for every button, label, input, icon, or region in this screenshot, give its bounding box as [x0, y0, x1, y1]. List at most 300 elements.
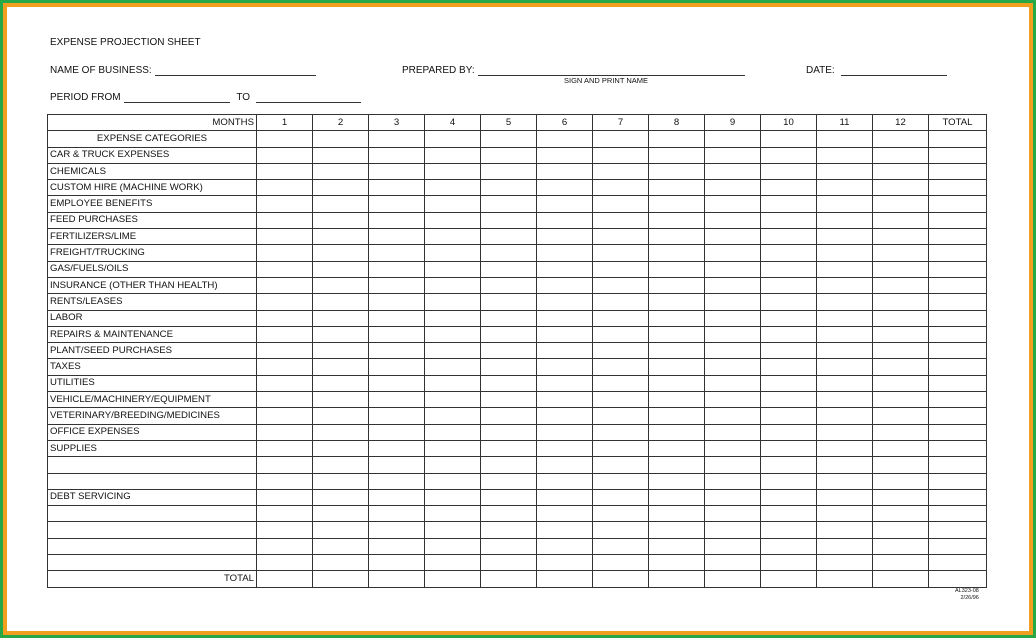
- month-cell[interactable]: [761, 245, 817, 261]
- month-cell[interactable]: [313, 506, 369, 522]
- month-cell[interactable]: [705, 440, 761, 456]
- month-cell[interactable]: [257, 522, 313, 538]
- month-cell[interactable]: [593, 408, 649, 424]
- month-cell[interactable]: [257, 359, 313, 375]
- month-cell[interactable]: [817, 277, 873, 293]
- month-cell[interactable]: [873, 375, 929, 391]
- month-cell[interactable]: [537, 212, 593, 228]
- month-cell[interactable]: [257, 196, 313, 212]
- month-cell[interactable]: [593, 326, 649, 342]
- month-cell[interactable]: [257, 440, 313, 456]
- month-cell[interactable]: [481, 506, 537, 522]
- month-cell[interactable]: [369, 163, 425, 179]
- month-cell[interactable]: [369, 229, 425, 245]
- month-cell[interactable]: [481, 163, 537, 179]
- row-total-cell[interactable]: [929, 375, 987, 391]
- month-cell[interactable]: [817, 326, 873, 342]
- month-cell[interactable]: [369, 359, 425, 375]
- month-cell[interactable]: [649, 147, 705, 163]
- row-total-cell[interactable]: [929, 229, 987, 245]
- month-cell[interactable]: [761, 359, 817, 375]
- month-cell[interactable]: [425, 163, 481, 179]
- month-cell[interactable]: [593, 538, 649, 554]
- month-cell[interactable]: [313, 163, 369, 179]
- month-cell[interactable]: [873, 163, 929, 179]
- row-total-cell[interactable]: [929, 359, 987, 375]
- month-cell[interactable]: [369, 196, 425, 212]
- month-cell[interactable]: [817, 506, 873, 522]
- month-cell[interactable]: [537, 163, 593, 179]
- month-cell[interactable]: [369, 261, 425, 277]
- month-cell[interactable]: [537, 277, 593, 293]
- month-cell[interactable]: [537, 555, 593, 571]
- month-cell[interactable]: [369, 277, 425, 293]
- month-cell[interactable]: [593, 571, 649, 587]
- month-cell[interactable]: [705, 294, 761, 310]
- month-cell[interactable]: [873, 245, 929, 261]
- month-cell[interactable]: [817, 359, 873, 375]
- month-cell[interactable]: [481, 555, 537, 571]
- month-cell[interactable]: [649, 489, 705, 505]
- month-cell[interactable]: [313, 440, 369, 456]
- month-cell[interactable]: [481, 392, 537, 408]
- month-cell[interactable]: [593, 522, 649, 538]
- month-cell[interactable]: [593, 163, 649, 179]
- month-cell[interactable]: [817, 229, 873, 245]
- month-cell[interactable]: [649, 196, 705, 212]
- month-cell[interactable]: [257, 555, 313, 571]
- month-cell[interactable]: [593, 229, 649, 245]
- month-cell[interactable]: [369, 571, 425, 587]
- month-cell[interactable]: [593, 375, 649, 391]
- month-cell[interactable]: [873, 489, 929, 505]
- month-cell[interactable]: [761, 212, 817, 228]
- month-cell[interactable]: [705, 212, 761, 228]
- month-cell[interactable]: [369, 522, 425, 538]
- month-cell[interactable]: [369, 147, 425, 163]
- grid-cell[interactable]: [873, 131, 929, 147]
- month-cell[interactable]: [313, 408, 369, 424]
- month-cell[interactable]: [257, 277, 313, 293]
- month-cell[interactable]: [761, 261, 817, 277]
- month-cell[interactable]: [537, 506, 593, 522]
- month-cell[interactable]: [313, 375, 369, 391]
- month-cell[interactable]: [705, 392, 761, 408]
- month-cell[interactable]: [761, 310, 817, 326]
- month-cell[interactable]: [817, 473, 873, 489]
- month-cell[interactable]: [425, 180, 481, 196]
- month-cell[interactable]: [761, 538, 817, 554]
- month-cell[interactable]: [369, 473, 425, 489]
- month-cell[interactable]: [873, 424, 929, 440]
- month-cell[interactable]: [369, 424, 425, 440]
- month-cell[interactable]: [649, 538, 705, 554]
- month-cell[interactable]: [369, 310, 425, 326]
- month-cell[interactable]: [425, 245, 481, 261]
- month-cell[interactable]: [873, 180, 929, 196]
- month-cell[interactable]: [817, 212, 873, 228]
- month-cell[interactable]: [873, 343, 929, 359]
- grid-cell[interactable]: [481, 131, 537, 147]
- row-total-cell[interactable]: [929, 506, 987, 522]
- month-cell[interactable]: [873, 506, 929, 522]
- month-cell[interactable]: [817, 392, 873, 408]
- month-cell[interactable]: [649, 440, 705, 456]
- month-cell[interactable]: [537, 245, 593, 261]
- month-cell[interactable]: [705, 147, 761, 163]
- month-cell[interactable]: [425, 343, 481, 359]
- month-cell[interactable]: [537, 326, 593, 342]
- month-cell[interactable]: [425, 359, 481, 375]
- month-cell[interactable]: [705, 408, 761, 424]
- row-total-cell[interactable]: [929, 196, 987, 212]
- month-cell[interactable]: [425, 196, 481, 212]
- month-cell[interactable]: [649, 359, 705, 375]
- month-cell[interactable]: [761, 408, 817, 424]
- month-cell[interactable]: [481, 277, 537, 293]
- month-cell[interactable]: [369, 375, 425, 391]
- month-cell[interactable]: [481, 489, 537, 505]
- month-cell[interactable]: [481, 571, 537, 587]
- row-total-cell[interactable]: [929, 212, 987, 228]
- month-cell[interactable]: [313, 196, 369, 212]
- month-cell[interactable]: [593, 180, 649, 196]
- month-cell[interactable]: [649, 408, 705, 424]
- month-cell[interactable]: [649, 245, 705, 261]
- month-cell[interactable]: [313, 326, 369, 342]
- month-cell[interactable]: [649, 343, 705, 359]
- month-cell[interactable]: [481, 310, 537, 326]
- month-cell[interactable]: [649, 310, 705, 326]
- month-cell[interactable]: [313, 147, 369, 163]
- month-cell[interactable]: [649, 506, 705, 522]
- month-cell[interactable]: [537, 538, 593, 554]
- month-cell[interactable]: [313, 359, 369, 375]
- month-cell[interactable]: [425, 375, 481, 391]
- month-cell[interactable]: [369, 180, 425, 196]
- month-cell[interactable]: [761, 196, 817, 212]
- month-cell[interactable]: [425, 326, 481, 342]
- month-cell[interactable]: [705, 359, 761, 375]
- month-cell[interactable]: [705, 245, 761, 261]
- month-cell[interactable]: [369, 489, 425, 505]
- month-cell[interactable]: [537, 489, 593, 505]
- month-cell[interactable]: [537, 424, 593, 440]
- month-cell[interactable]: [873, 440, 929, 456]
- month-cell[interactable]: [537, 294, 593, 310]
- month-cell[interactable]: [537, 408, 593, 424]
- month-cell[interactable]: [593, 440, 649, 456]
- month-cell[interactable]: [481, 343, 537, 359]
- row-total-cell[interactable]: [929, 326, 987, 342]
- month-cell[interactable]: [761, 147, 817, 163]
- month-cell[interactable]: [257, 326, 313, 342]
- month-cell[interactable]: [481, 538, 537, 554]
- month-cell[interactable]: [593, 294, 649, 310]
- month-cell[interactable]: [257, 180, 313, 196]
- month-cell[interactable]: [649, 375, 705, 391]
- name-of-business-line[interactable]: [155, 66, 316, 76]
- month-cell[interactable]: [425, 310, 481, 326]
- month-cell[interactable]: [425, 294, 481, 310]
- month-cell[interactable]: [425, 506, 481, 522]
- month-cell[interactable]: [593, 424, 649, 440]
- month-cell[interactable]: [873, 261, 929, 277]
- month-cell[interactable]: [593, 261, 649, 277]
- month-cell[interactable]: [313, 522, 369, 538]
- month-cell[interactable]: [537, 310, 593, 326]
- grid-cell[interactable]: [705, 131, 761, 147]
- month-cell[interactable]: [649, 424, 705, 440]
- month-cell[interactable]: [369, 343, 425, 359]
- month-cell[interactable]: [817, 408, 873, 424]
- month-cell[interactable]: [257, 538, 313, 554]
- month-cell[interactable]: [537, 473, 593, 489]
- month-cell[interactable]: [593, 277, 649, 293]
- month-cell[interactable]: [425, 555, 481, 571]
- row-total-cell[interactable]: [929, 343, 987, 359]
- row-total-cell[interactable]: [929, 408, 987, 424]
- month-cell[interactable]: [705, 424, 761, 440]
- month-cell[interactable]: [873, 294, 929, 310]
- month-cell[interactable]: [873, 147, 929, 163]
- month-cell[interactable]: [761, 277, 817, 293]
- month-cell[interactable]: [313, 489, 369, 505]
- month-cell[interactable]: [817, 261, 873, 277]
- month-cell[interactable]: [649, 212, 705, 228]
- month-cell[interactable]: [537, 261, 593, 277]
- grid-cell[interactable]: [817, 131, 873, 147]
- month-cell[interactable]: [649, 555, 705, 571]
- month-cell[interactable]: [425, 392, 481, 408]
- month-cell[interactable]: [761, 457, 817, 473]
- month-cell[interactable]: [481, 245, 537, 261]
- month-cell[interactable]: [817, 147, 873, 163]
- month-cell[interactable]: [761, 343, 817, 359]
- month-cell[interactable]: [425, 212, 481, 228]
- month-cell[interactable]: [425, 571, 481, 587]
- month-cell[interactable]: [257, 571, 313, 587]
- month-cell[interactable]: [257, 294, 313, 310]
- row-total-cell[interactable]: [929, 392, 987, 408]
- month-cell[interactable]: [649, 229, 705, 245]
- month-cell[interactable]: [257, 506, 313, 522]
- month-cell[interactable]: [705, 375, 761, 391]
- row-total-cell[interactable]: [929, 571, 987, 587]
- month-cell[interactable]: [257, 212, 313, 228]
- month-cell[interactable]: [593, 555, 649, 571]
- month-cell[interactable]: [761, 555, 817, 571]
- month-cell[interactable]: [761, 392, 817, 408]
- month-cell[interactable]: [873, 538, 929, 554]
- month-cell[interactable]: [313, 310, 369, 326]
- month-cell[interactable]: [761, 294, 817, 310]
- month-cell[interactable]: [649, 326, 705, 342]
- month-cell[interactable]: [873, 473, 929, 489]
- row-total-cell[interactable]: [929, 245, 987, 261]
- month-cell[interactable]: [761, 440, 817, 456]
- month-cell[interactable]: [257, 408, 313, 424]
- row-total-cell[interactable]: [929, 538, 987, 554]
- month-cell[interactable]: [481, 147, 537, 163]
- month-cell[interactable]: [817, 163, 873, 179]
- month-cell[interactable]: [761, 571, 817, 587]
- month-cell[interactable]: [537, 196, 593, 212]
- month-cell[interactable]: [481, 294, 537, 310]
- month-cell[interactable]: [257, 489, 313, 505]
- month-cell[interactable]: [705, 196, 761, 212]
- month-cell[interactable]: [705, 506, 761, 522]
- grid-cell[interactable]: [537, 131, 593, 147]
- month-cell[interactable]: [369, 408, 425, 424]
- grid-cell[interactable]: [425, 131, 481, 147]
- month-cell[interactable]: [817, 375, 873, 391]
- month-cell[interactable]: [257, 343, 313, 359]
- month-cell[interactable]: [873, 408, 929, 424]
- month-cell[interactable]: [537, 571, 593, 587]
- month-cell[interactable]: [817, 555, 873, 571]
- period-to-line[interactable]: [256, 93, 361, 103]
- month-cell[interactable]: [369, 392, 425, 408]
- month-cell[interactable]: [369, 440, 425, 456]
- month-cell[interactable]: [369, 457, 425, 473]
- row-total-cell[interactable]: [929, 294, 987, 310]
- month-cell[interactable]: [481, 522, 537, 538]
- month-cell[interactable]: [873, 196, 929, 212]
- month-cell[interactable]: [257, 245, 313, 261]
- month-cell[interactable]: [481, 180, 537, 196]
- month-cell[interactable]: [593, 147, 649, 163]
- grid-cell[interactable]: [761, 131, 817, 147]
- month-cell[interactable]: [873, 522, 929, 538]
- month-cell[interactable]: [705, 343, 761, 359]
- row-total-cell[interactable]: [929, 147, 987, 163]
- month-cell[interactable]: [537, 522, 593, 538]
- month-cell[interactable]: [481, 326, 537, 342]
- month-cell[interactable]: [649, 180, 705, 196]
- month-cell[interactable]: [873, 457, 929, 473]
- prepared-by-line[interactable]: [478, 66, 745, 76]
- month-cell[interactable]: [873, 392, 929, 408]
- month-cell[interactable]: [313, 229, 369, 245]
- month-cell[interactable]: [537, 343, 593, 359]
- month-cell[interactable]: [649, 571, 705, 587]
- month-cell[interactable]: [705, 473, 761, 489]
- grid-cell[interactable]: [369, 131, 425, 147]
- month-cell[interactable]: [313, 180, 369, 196]
- row-total-cell[interactable]: [929, 555, 987, 571]
- month-cell[interactable]: [537, 375, 593, 391]
- month-cell[interactable]: [593, 359, 649, 375]
- month-cell[interactable]: [313, 473, 369, 489]
- month-cell[interactable]: [425, 261, 481, 277]
- month-cell[interactable]: [649, 392, 705, 408]
- month-cell[interactable]: [593, 457, 649, 473]
- grid-cell[interactable]: [649, 131, 705, 147]
- date-line[interactable]: [841, 66, 947, 76]
- month-cell[interactable]: [817, 457, 873, 473]
- month-cell[interactable]: [369, 294, 425, 310]
- month-cell[interactable]: [369, 555, 425, 571]
- month-cell[interactable]: [313, 277, 369, 293]
- month-cell[interactable]: [369, 212, 425, 228]
- month-cell[interactable]: [761, 424, 817, 440]
- month-cell[interactable]: [481, 261, 537, 277]
- month-cell[interactable]: [761, 473, 817, 489]
- grid-cell[interactable]: [593, 131, 649, 147]
- month-cell[interactable]: [425, 147, 481, 163]
- row-total-cell[interactable]: [929, 522, 987, 538]
- month-cell[interactable]: [313, 555, 369, 571]
- month-cell[interactable]: [593, 392, 649, 408]
- month-cell[interactable]: [873, 571, 929, 587]
- month-cell[interactable]: [313, 343, 369, 359]
- month-cell[interactable]: [481, 359, 537, 375]
- row-total-cell[interactable]: [929, 473, 987, 489]
- month-cell[interactable]: [705, 163, 761, 179]
- month-cell[interactable]: [649, 261, 705, 277]
- period-from-line[interactable]: [124, 93, 230, 103]
- grid-cell[interactable]: [313, 131, 369, 147]
- month-cell[interactable]: [481, 440, 537, 456]
- month-cell[interactable]: [481, 212, 537, 228]
- month-cell[interactable]: [369, 326, 425, 342]
- month-cell[interactable]: [649, 277, 705, 293]
- month-cell[interactable]: [481, 473, 537, 489]
- month-cell[interactable]: [537, 359, 593, 375]
- month-cell[interactable]: [481, 424, 537, 440]
- month-cell[interactable]: [537, 392, 593, 408]
- month-cell[interactable]: [425, 277, 481, 293]
- month-cell[interactable]: [705, 326, 761, 342]
- month-cell[interactable]: [257, 424, 313, 440]
- month-cell[interactable]: [873, 359, 929, 375]
- month-cell[interactable]: [313, 457, 369, 473]
- month-cell[interactable]: [313, 571, 369, 587]
- month-cell[interactable]: [649, 473, 705, 489]
- month-cell[interactable]: [817, 180, 873, 196]
- month-cell[interactable]: [593, 196, 649, 212]
- month-cell[interactable]: [425, 424, 481, 440]
- month-cell[interactable]: [817, 440, 873, 456]
- month-cell[interactable]: [257, 473, 313, 489]
- month-cell[interactable]: [425, 522, 481, 538]
- month-cell[interactable]: [705, 555, 761, 571]
- month-cell[interactable]: [649, 522, 705, 538]
- month-cell[interactable]: [705, 489, 761, 505]
- month-cell[interactable]: [817, 571, 873, 587]
- month-cell[interactable]: [313, 538, 369, 554]
- month-cell[interactable]: [817, 245, 873, 261]
- month-cell[interactable]: [369, 538, 425, 554]
- month-cell[interactable]: [369, 506, 425, 522]
- month-cell[interactable]: [873, 310, 929, 326]
- month-cell[interactable]: [425, 229, 481, 245]
- month-cell[interactable]: [593, 245, 649, 261]
- month-cell[interactable]: [817, 538, 873, 554]
- month-cell[interactable]: [817, 424, 873, 440]
- month-cell[interactable]: [593, 343, 649, 359]
- month-cell[interactable]: [425, 457, 481, 473]
- month-cell[interactable]: [481, 408, 537, 424]
- month-cell[interactable]: [873, 212, 929, 228]
- month-cell[interactable]: [593, 489, 649, 505]
- month-cell[interactable]: [761, 522, 817, 538]
- month-cell[interactable]: [537, 180, 593, 196]
- month-cell[interactable]: [649, 294, 705, 310]
- month-cell[interactable]: [425, 440, 481, 456]
- month-cell[interactable]: [257, 261, 313, 277]
